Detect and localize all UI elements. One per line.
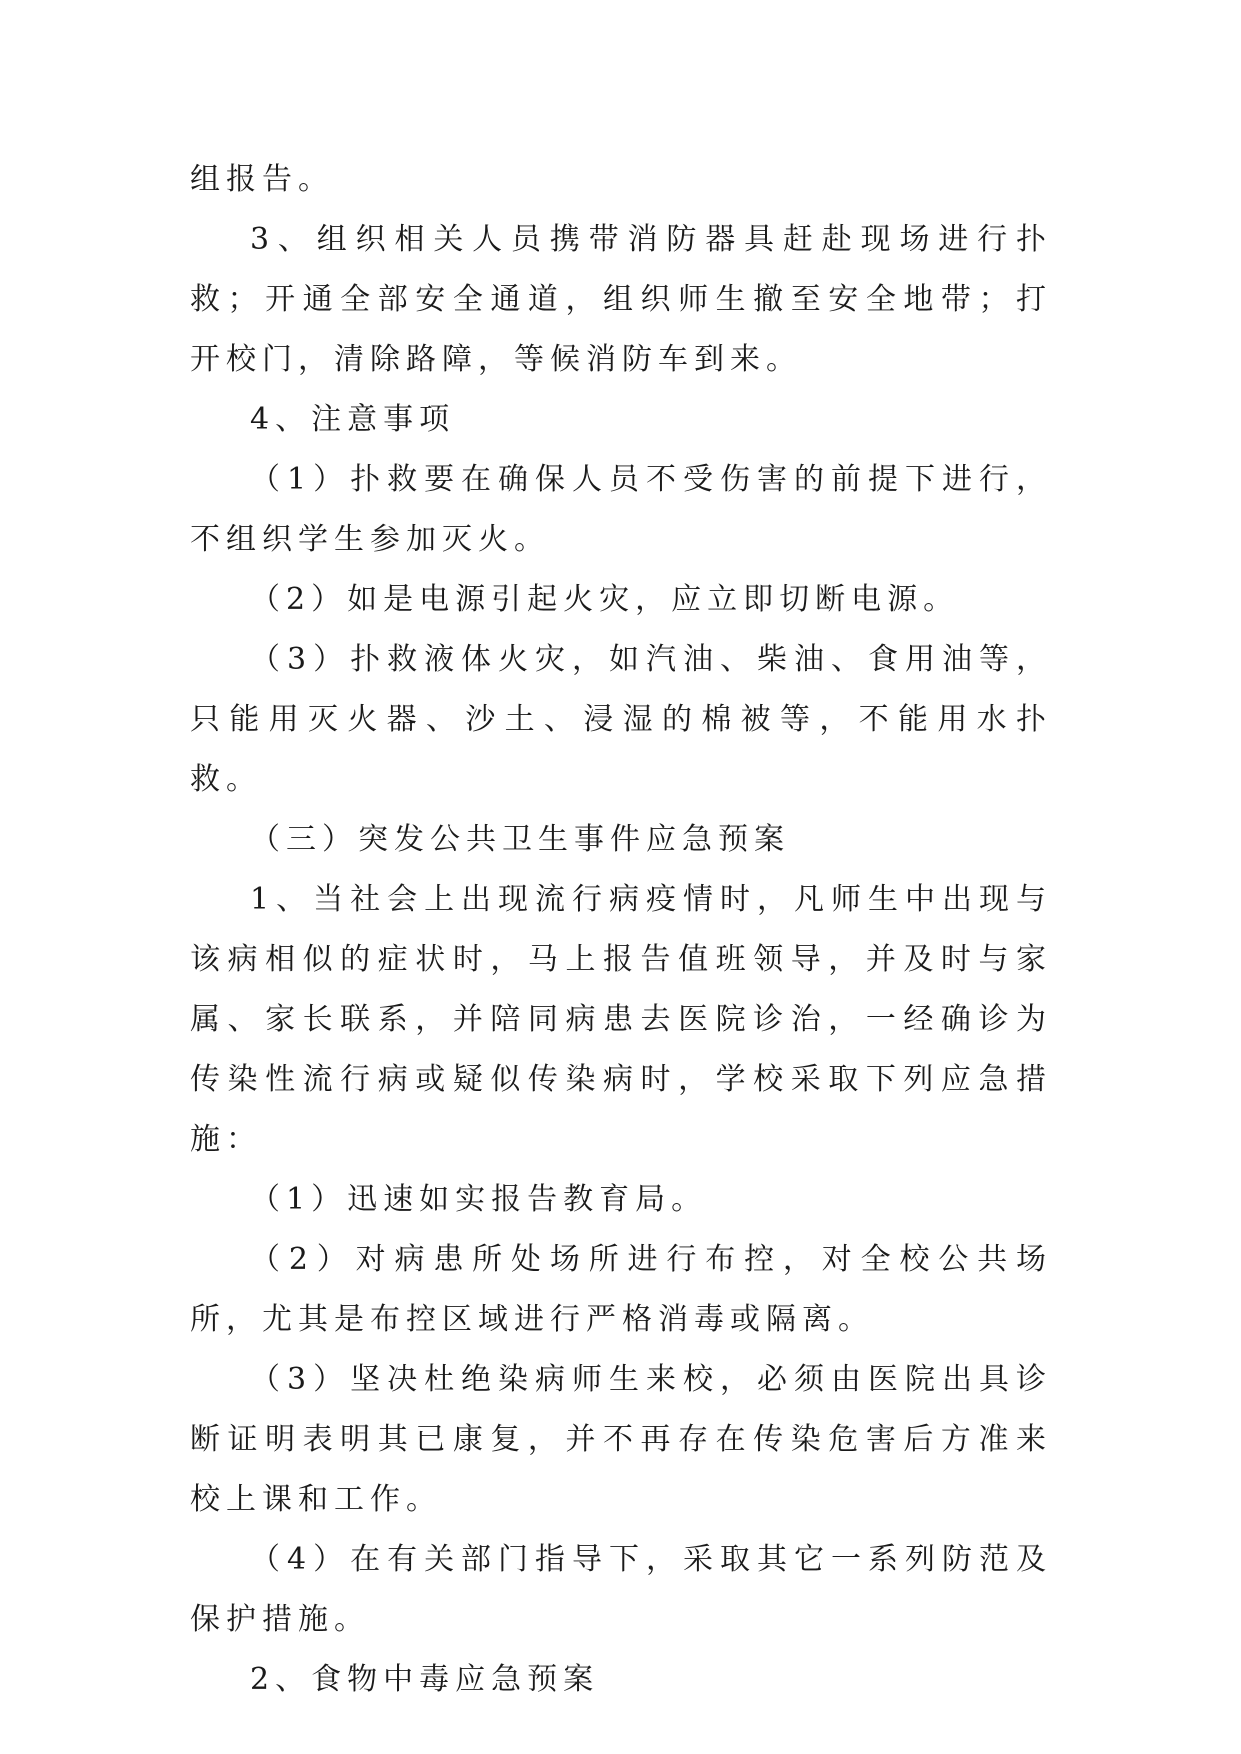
paragraph-measure-2: （2）对病患所处场所进行布控，对全校公共场所，尤其是布控区域进行严格消毒或隔离。 [190, 1242, 1052, 1337]
paragraph-measure-4: （4）在有关部门指导下，采取其它一系列防范及保护措施。 [190, 1542, 1052, 1637]
paragraph-epidemic-step-1: 1、当社会上出现流行病疫情时，凡师生中出现与该病相似的症状时，马上报告值班领导，并及时与家属、家长联系，并陪同病患去医院诊治，一经确诊为传染性流行病或疑似传染病时，学校采取下列应急措施： [190, 882, 1052, 1157]
paragraph-note-2: （2）如是电源引起火灾，应立即切断电源。 [250, 582, 960, 617]
paragraph-note-3: （3）扑救液体火灾，如汽油、柴油、食用油等，只能用灭火器、沙土、浸湿的棉被等，不能用水扑救。 [190, 642, 1052, 797]
paragraph-firefighting-step-3: 3、组织相关人员携带消防器具赶赴现场进行扑救；开通全部安全通道，组织师生撤至安全地带；打开校门，清除路障，等候消防车到来。 [190, 222, 1052, 377]
paragraph-notes-heading: 4、注意事项 [250, 402, 456, 437]
paragraph-note-1: （1）扑救要在确保人员不受伤害的前提下进行，不组织学生参加灭火。 [190, 462, 1052, 557]
paragraph-measure-1: （1）迅速如实报告教育局。 [250, 1182, 708, 1217]
paragraph-food-poisoning-heading: 2、食物中毒应急预案 [250, 1662, 600, 1697]
section-heading-public-health: （三）突发公共卫生事件应急预案 [250, 822, 790, 857]
paragraph-measure-3: （3）坚决杜绝染病师生来校，必须由医院出具诊断证明表明其已康复，并不再存在传染危害后方准来校上课和工作。 [190, 1362, 1052, 1517]
paragraph-report-continuation: 组报告。 [190, 162, 334, 197]
document-body [190, 150, 1052, 1710]
